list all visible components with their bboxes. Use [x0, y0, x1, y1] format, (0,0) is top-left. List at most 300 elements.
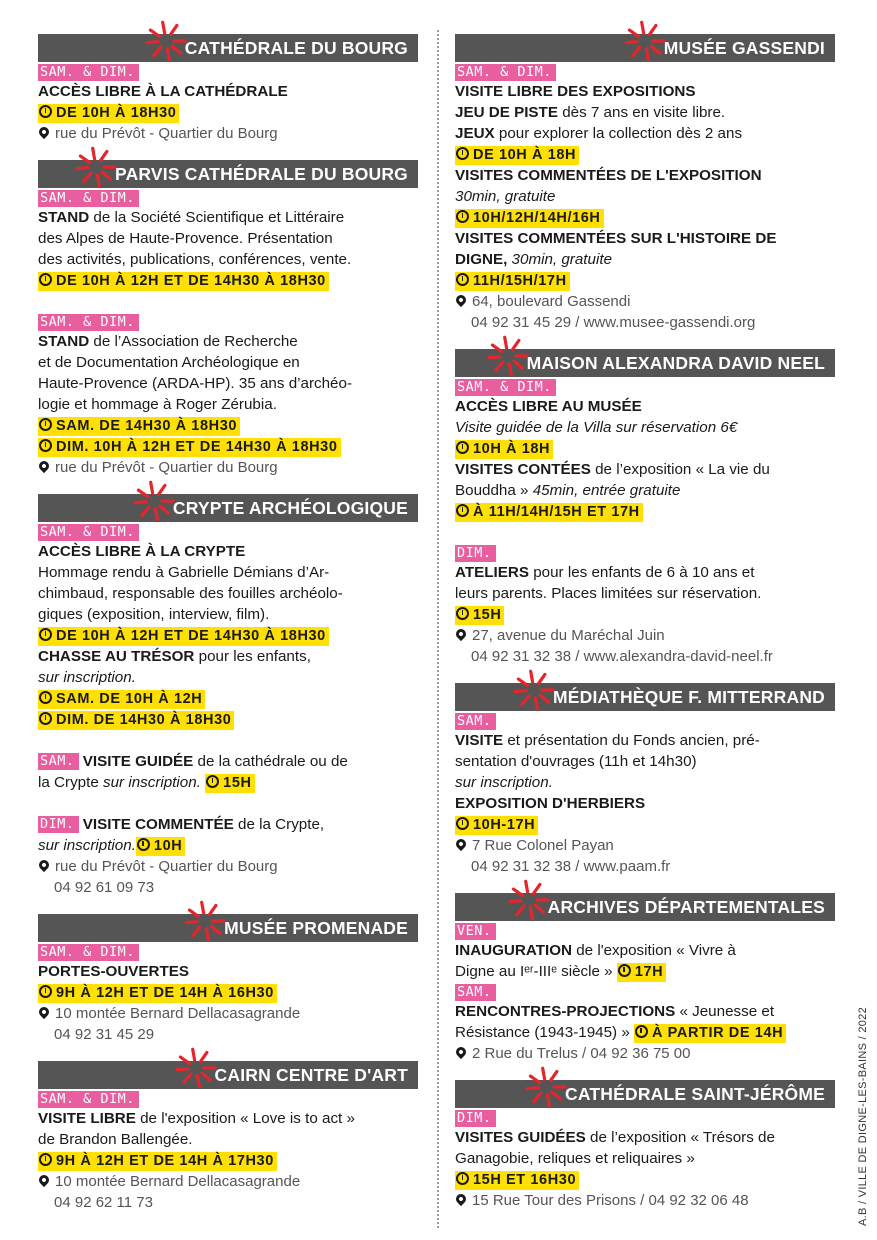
- spark-ray: [649, 25, 655, 34]
- spark-ray: [193, 927, 200, 935]
- spark-ray: [514, 361, 522, 368]
- section-header: [455, 335, 835, 377]
- location-pin-icon: [37, 1005, 51, 1019]
- spark-ray: [154, 47, 161, 55]
- spark-ray: [552, 1092, 560, 1099]
- body-text: sentation d'ouvrages (11h et 14h30): [455, 753, 697, 770]
- spark-ray: [495, 362, 502, 370]
- clock-icon: [618, 964, 631, 977]
- clock-icon: [39, 439, 52, 452]
- section-body: [455, 921, 835, 1064]
- text-line: [455, 583, 835, 604]
- spark-ray: [101, 151, 107, 160]
- body-text: Digne au Iᵉʳ-IIIᵉ siècle »: [455, 963, 617, 980]
- sparkle-icon: [508, 879, 550, 921]
- schedule-highlight: [455, 816, 538, 835]
- text-line: [455, 856, 835, 877]
- text-line: [455, 207, 835, 228]
- section-body: [455, 1108, 835, 1211]
- schedule-highlight: [455, 1171, 579, 1190]
- schedule-text: 10H À 18H: [473, 441, 551, 457]
- contact-text: 04 92 31 32 38 / www.paam.fr: [471, 858, 671, 875]
- event-title: JEU DE PISTE: [455, 104, 558, 121]
- spark-ray: [158, 485, 164, 494]
- spark-ray: [197, 1076, 199, 1087]
- spark-ray: [531, 671, 533, 682]
- text-line: [455, 123, 835, 144]
- text-line: [455, 396, 835, 417]
- schedule-highlight: [617, 963, 666, 982]
- text-line: [455, 249, 835, 270]
- section-header: [455, 20, 835, 62]
- text-line: [455, 1148, 835, 1169]
- spark-ray: [102, 172, 110, 179]
- section-title: CATHÉDRALE SAINT-JÉRÔME: [455, 1080, 835, 1108]
- event-title: RENCONTRES-PROJECTIONS: [455, 1003, 676, 1020]
- text-line: [38, 814, 418, 835]
- location-pin-icon: [37, 1173, 51, 1187]
- schedule-text: 15H: [223, 775, 252, 791]
- day-badge: SAM.: [38, 753, 79, 770]
- text-line: [38, 1089, 418, 1108]
- text-line: [38, 522, 418, 541]
- event-title: INAUGURATION: [455, 942, 572, 959]
- text-line: [38, 877, 418, 898]
- section-header: [38, 900, 418, 942]
- text-line: [455, 417, 835, 438]
- schedule-text: 9H À 12H ET DE 14H À 16H30: [56, 985, 274, 1001]
- text-line: [455, 711, 835, 730]
- spark-ray: [207, 929, 209, 940]
- spark-ray: [211, 926, 219, 933]
- clock-icon: [206, 775, 219, 788]
- schedule-highlight: [38, 417, 240, 436]
- section-header: [38, 20, 418, 62]
- spark-ray: [183, 1074, 190, 1082]
- spark-ray: [84, 173, 91, 181]
- event-title: VISITE: [455, 732, 504, 749]
- spark-ray: [155, 509, 157, 520]
- clock-icon: [456, 1172, 469, 1185]
- event-title: STAND: [38, 333, 90, 350]
- event-title: ACCÈS LIBRE À LA CRYPTE: [38, 543, 246, 560]
- section-title: MUSÉE GASSENDI: [455, 34, 835, 62]
- text-line: [455, 940, 835, 961]
- body-text: pour les enfants de 6 à 10 ans et: [528, 564, 755, 581]
- text-line: [38, 249, 418, 270]
- section-header: [38, 146, 418, 188]
- spark-ray: [547, 1095, 549, 1106]
- event-title: ACCÈS LIBRE AU MUSÉE: [455, 398, 642, 415]
- address-text: rue du Prévôt - Quartier du Bourg: [55, 125, 278, 142]
- spark-ray: [539, 674, 545, 683]
- spark-ray: [504, 337, 506, 348]
- spark-ray: [162, 22, 164, 33]
- event-title: VISITES CONTÉES: [455, 461, 591, 478]
- text-line: [38, 207, 418, 228]
- text-line: [455, 982, 835, 1001]
- spark-ray: [535, 905, 543, 912]
- body-text: des activités, publications, conférences, vente.: [38, 251, 352, 268]
- body-text: giques (exposition, interview, film).: [38, 606, 270, 623]
- schedule-highlight: [634, 1024, 786, 1043]
- spark-ray: [646, 49, 648, 60]
- body-text: pour les enfants,: [194, 648, 311, 665]
- text-line: [38, 331, 418, 352]
- spark-ray: [527, 1088, 538, 1089]
- spark-ray: [629, 30, 638, 36]
- day-badge: SAM. & DIM.: [38, 1091, 139, 1108]
- body-text: de la Société Scientifique et Littéraire: [89, 209, 345, 226]
- text-line: [38, 562, 418, 583]
- clock-icon: [456, 273, 469, 286]
- section-body: [38, 62, 418, 144]
- schedule-text: SAM. DE 10H À 12H: [56, 691, 203, 707]
- schedule-text: À PARTIR DE 14H: [651, 1025, 784, 1041]
- schedule-highlight: [38, 272, 329, 291]
- schedule-text: 10H-17H: [473, 817, 536, 833]
- body-text: Haute-Provence (ARDA-HP). 35 ans d’archéo-: [38, 375, 353, 392]
- address-text: 2 Rue du Trelus / 04 92 36 75 00: [472, 1045, 691, 1062]
- schedule-text: 17H: [634, 964, 664, 980]
- section-body: [38, 1089, 418, 1213]
- spark-ray: [632, 47, 639, 55]
- spark-ray: [160, 506, 168, 513]
- clock-icon: [456, 504, 469, 517]
- body-text: de l’exposition « La vie du: [590, 461, 770, 478]
- body-text: et de Documentation Archéologique en: [38, 354, 300, 371]
- credit-line: A.B / VILLE DE DIGNE-LES-BAINS / 2022: [857, 1007, 869, 1226]
- text-line: [38, 1003, 418, 1024]
- spark-ray: [142, 507, 149, 515]
- spark-ray: [626, 42, 637, 43]
- schedule-highlight: [38, 711, 234, 730]
- body-text: Résistance (1943-1945) »: [455, 1024, 634, 1041]
- section-title: CAIRN CENTRE D'ART: [38, 1061, 418, 1089]
- location-pin-icon: [454, 1192, 468, 1206]
- spark-ray: [510, 901, 521, 902]
- text-line: [38, 667, 418, 688]
- text-line: [38, 415, 418, 436]
- text-line: [455, 291, 835, 312]
- text-line: [38, 835, 418, 856]
- spark-ray: [492, 345, 501, 351]
- text-line: [455, 793, 835, 814]
- text-line: [455, 646, 835, 667]
- spark-ray: [551, 1071, 557, 1080]
- text-line: [455, 751, 835, 772]
- body-text: la Crypte: [38, 774, 103, 791]
- schedule-text: DE 10H À 18H30: [56, 105, 177, 121]
- location-pin-icon: [37, 459, 51, 473]
- spark-ray: [80, 156, 89, 162]
- schedule-highlight: [38, 690, 205, 709]
- address-text: 27, avenue du Maréchal Juin: [472, 627, 665, 644]
- text-line: [455, 1169, 835, 1190]
- spark-ray: [489, 357, 500, 358]
- day-badge: SAM.: [455, 984, 496, 1001]
- schedule-text: DIM. DE 14H30 À 18H30: [56, 712, 232, 728]
- text-line: [38, 312, 418, 331]
- schedule-highlight: [38, 1152, 277, 1171]
- spark-ray: [93, 148, 95, 159]
- address-text: 10 montée Bernard Dellacasagrande: [55, 1173, 301, 1190]
- text-line: [455, 1127, 835, 1148]
- body-text: de la Crypte,: [233, 816, 325, 833]
- text-line: [38, 709, 418, 730]
- section-body: [455, 62, 835, 333]
- spark-ray: [516, 906, 523, 914]
- event-title: VISITES COMMENTÉES SUR L'HISTOIRE DE: [455, 230, 777, 247]
- event-title: VISITE GUIDÉE: [82, 753, 194, 770]
- text-line: [455, 1022, 835, 1043]
- schedule-text: DE 10H À 12H ET DE 14H30 À 18H30: [56, 628, 326, 644]
- text-line: [455, 1108, 835, 1127]
- spark-ray: [518, 679, 527, 685]
- text-line: [38, 102, 418, 123]
- text-line: [455, 835, 835, 856]
- sparkle-icon: [175, 1047, 217, 1089]
- text-line: [38, 228, 418, 249]
- text-line: [455, 480, 835, 501]
- text-line: [38, 688, 418, 709]
- text-line: [455, 543, 835, 562]
- text-line: [38, 394, 418, 415]
- schedule-highlight: [455, 272, 570, 291]
- schedule-text: SAM. DE 14H30 À 18H30: [56, 418, 238, 434]
- spark-ray: [177, 1069, 188, 1070]
- schedule-highlight: [455, 209, 604, 228]
- body-text: chimbaud, responsable des fouilles archéolo-: [38, 585, 343, 602]
- clock-icon: [39, 985, 52, 998]
- event-title: STAND: [38, 209, 90, 226]
- body-text: « Jeunesse et: [675, 1003, 775, 1020]
- text-line: [455, 459, 835, 480]
- sparkle-icon: [525, 1066, 567, 1108]
- event-title: VISITES COMMENTÉES DE L'EXPOSITION: [455, 167, 762, 184]
- schedule-highlight: [455, 146, 579, 165]
- spark-ray: [651, 46, 659, 53]
- sparkle-icon: [513, 669, 555, 711]
- text-line: [38, 373, 418, 394]
- section-header: [455, 1066, 835, 1108]
- text-line: [455, 772, 835, 793]
- text-line: [455, 961, 835, 982]
- text-line: [38, 436, 418, 457]
- body-text: leurs parents. Places limitées sur réservation.: [455, 585, 762, 602]
- section-body: [455, 377, 835, 667]
- body-text: de l’Association de Recherche: [89, 333, 298, 350]
- section-title: ARCHIVES DÉPARTEMENTALES: [455, 893, 835, 921]
- event-title: VISITES GUIDÉES: [455, 1129, 586, 1146]
- clock-icon: [456, 210, 469, 223]
- text-line: [455, 1001, 835, 1022]
- event-note: sur inscription.: [38, 837, 136, 854]
- clock-icon: [39, 273, 52, 286]
- text-line: [455, 186, 835, 207]
- day-badge: SAM.: [455, 713, 496, 730]
- schedule-text: À 11H/14H/15H ET 17H: [473, 504, 640, 520]
- body-text: Hommage rendu à Gabrielle Démians d’Ar-: [38, 564, 330, 581]
- schedule-highlight: [455, 606, 504, 625]
- location-pin-icon: [454, 1045, 468, 1059]
- text-line: [455, 604, 835, 625]
- text-line: [455, 144, 835, 165]
- text-line: [455, 62, 835, 81]
- sparkle-icon: [145, 20, 187, 62]
- clock-icon: [39, 418, 52, 431]
- text-line: [38, 730, 418, 751]
- text-line: [38, 625, 418, 646]
- body-text: de la cathédrale ou de: [193, 753, 348, 770]
- section-title: MUSÉE PROMENADE: [38, 914, 418, 942]
- spark-ray: [180, 1057, 189, 1063]
- schedule-highlight: [136, 837, 185, 856]
- section-body: [455, 711, 835, 877]
- clock-icon: [137, 838, 150, 851]
- clock-icon: [39, 691, 52, 704]
- section-title: CRYPTE ARCHÉOLOGIQUE: [38, 494, 418, 522]
- event-title: PORTES-OUVERTES: [38, 963, 190, 980]
- body-text: dès 7 ans en visite libre.: [557, 104, 726, 121]
- text-line: [455, 730, 835, 751]
- sparkle-icon: [624, 20, 666, 62]
- spark-ray: [534, 1093, 541, 1101]
- section-header: [455, 669, 835, 711]
- schedule-text: 15H ET 16H30: [473, 1172, 577, 1188]
- schedule-text: DE 10H À 18H: [473, 147, 577, 163]
- schedule-text: 9H À 12H ET DE 14H À 17H30: [56, 1153, 274, 1169]
- body-text: logie et hommage à Roger Zérubia.: [38, 396, 277, 413]
- spark-ray: [202, 902, 204, 913]
- section-body: [38, 188, 418, 478]
- event-title: VISITE COMMENTÉE: [82, 816, 234, 833]
- section-body: [38, 522, 418, 898]
- contact-text: 04 92 31 45 29: [54, 1026, 155, 1043]
- contact-text: 04 92 61 09 73: [54, 879, 155, 896]
- clock-icon: [635, 1025, 648, 1038]
- schedule-text: 10H: [153, 838, 183, 854]
- section-title: MAISON ALEXANDRA DAVID NEEL: [455, 349, 835, 377]
- schedule-highlight: [38, 438, 341, 457]
- day-badge: SAM. & DIM.: [38, 314, 139, 331]
- text-line: [455, 438, 835, 459]
- location-pin-icon: [454, 293, 468, 307]
- body-text: de l'exposition « Love is to act »: [135, 1110, 355, 1127]
- text-line: [38, 793, 418, 814]
- contact-text: 04 92 31 45 29 / www.musee-gassendi.org: [471, 314, 756, 331]
- body-text: Bouddha »: [455, 482, 533, 499]
- contact-text: 04 92 62 11 73: [54, 1194, 153, 1211]
- text-line: [455, 102, 835, 123]
- contact-text: 04 92 31 32 38 / www.alexandra-david-neel.fr: [471, 648, 773, 665]
- spark-ray: [192, 1049, 194, 1060]
- text-line: [455, 625, 835, 646]
- event-note: sur inscription.: [103, 774, 201, 791]
- spark-ray: [522, 696, 529, 704]
- clock-icon: [39, 1153, 52, 1166]
- schedule-highlight: [455, 503, 643, 522]
- body-text: de l’exposition « Trésors de: [585, 1129, 775, 1146]
- event-title: CHASSE AU TRÉSOR: [38, 648, 195, 665]
- text-line: [38, 81, 418, 102]
- text-line: [38, 1171, 418, 1192]
- location-pin-icon: [37, 858, 51, 872]
- text-line: [455, 312, 835, 333]
- text-line: [38, 751, 418, 772]
- sparkle-icon: [184, 900, 226, 942]
- address-text: 10 montée Bernard Dellacasagrande: [55, 1005, 301, 1022]
- day-badge: SAM. & DIM.: [38, 524, 139, 541]
- text-line: [38, 291, 418, 312]
- section-header: [455, 879, 835, 921]
- spark-ray: [515, 691, 526, 692]
- text-line: [455, 270, 835, 291]
- text-line: [38, 62, 418, 81]
- text-line: [455, 1043, 835, 1064]
- left-column: [38, 18, 418, 1213]
- schedule-text: DIM. 10H À 12H ET DE 14H30 À 18H30: [56, 439, 338, 455]
- spark-ray: [533, 884, 539, 893]
- text-line: [38, 123, 418, 144]
- clock-icon: [456, 147, 469, 160]
- spark-ray: [512, 340, 518, 349]
- text-line: [455, 921, 835, 940]
- clock-icon: [456, 441, 469, 454]
- event-note: sur inscription.: [455, 774, 553, 791]
- event-title: ACCÈS LIBRE À LA CATHÉDRALE: [38, 83, 288, 100]
- event-note: 45min, entrée gratuite: [532, 482, 681, 499]
- body-text: de l'exposition « Vivre à: [572, 942, 736, 959]
- text-line: [38, 352, 418, 373]
- body-text: Ganagobie, reliques et reliquaires »: [455, 1150, 695, 1167]
- text-line: [455, 228, 835, 249]
- section-title: MÉDIATHÈQUE F. MITTERRAND: [455, 683, 835, 711]
- text-line: [455, 501, 835, 522]
- day-badge: DIM.: [455, 1110, 496, 1127]
- text-line: [455, 81, 835, 102]
- right-column: [455, 18, 835, 1211]
- spark-ray: [167, 49, 169, 60]
- spark-ray: [202, 1073, 210, 1080]
- event-title: JEUX: [455, 125, 495, 142]
- body-text: pour explorer la collection dès 2 ans: [494, 125, 743, 142]
- text-line: [38, 1024, 418, 1045]
- address-text: 7 Rue Colonel Payan: [472, 837, 614, 854]
- event-title: ATELIERS: [455, 564, 529, 581]
- text-line: [455, 562, 835, 583]
- text-line: [38, 1129, 418, 1150]
- spark-ray: [210, 905, 216, 914]
- spark-ray: [147, 42, 158, 43]
- spark-ray: [535, 698, 537, 709]
- text-line: [38, 1192, 418, 1213]
- text-line: [38, 982, 418, 1003]
- spark-ray: [200, 1052, 206, 1061]
- sparkle-icon: [75, 146, 117, 188]
- spark-ray: [186, 922, 197, 923]
- event-title: EXPOSITION D'HERBIERS: [455, 795, 646, 812]
- schedule-text: DE 10H À 12H ET DE 14H30 À 18H30: [56, 273, 326, 289]
- section-title: PARVIS CATHÉDRALE DU BOURG: [38, 160, 418, 188]
- spark-ray: [150, 30, 159, 36]
- event-title: DIGNE,: [455, 251, 508, 268]
- section-header: [38, 1047, 418, 1089]
- clock-icon: [39, 712, 52, 725]
- text-line: [38, 583, 418, 604]
- spark-ray: [530, 1076, 539, 1082]
- schedule-text: 15H: [473, 607, 502, 623]
